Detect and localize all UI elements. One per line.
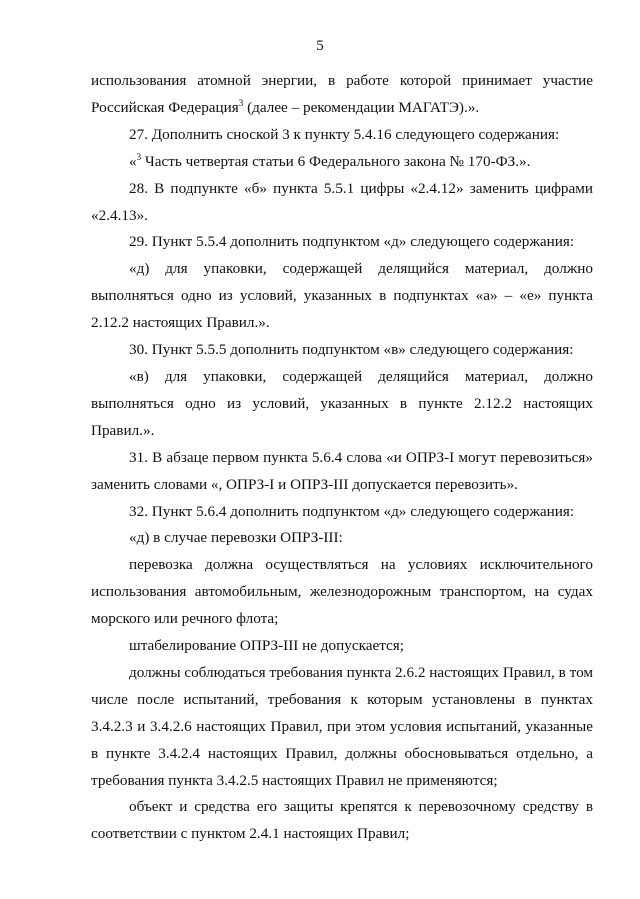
paragraph-item-30: 30. Пункт 5.5.5 дополнить подпунктом «в» следующего содержания: bbox=[129, 341, 574, 359]
subparagraph-v: «в) для упаковки, содержащей делящийся материал, должно выполняться одно из условий, указанных в пункте 2.12.2 настоящих Правил.». bbox=[91, 367, 593, 439]
document-body bbox=[91, 68, 593, 848]
paragraph-item-29: 29. Пункт 5.5.4 дополнить подпунктом «д» следующего содержания: bbox=[129, 233, 575, 251]
clause-fastening: объект и средства его защиты крепятся к перевозочному средству в соответствии с пунктом 2.4.1 настоящих Правил; bbox=[91, 798, 593, 843]
footnote-text: «$^3$ Часть четвертая статьи 6 Федерального закона № 170-ФЗ.». bbox=[129, 151, 531, 170]
page-number: 5 bbox=[316, 38, 324, 54]
paragraph-item-28: 28. В подпункте «б» пункта 5.5.1 цифры «2.4.12» заменить цифрами «2.4.13». bbox=[91, 179, 593, 224]
paragraph-item-31: 31. В абзаце первом пункта 5.6.4 слова «и ОПРЗ-I могут перевозиться» заменить словами «, ОПРЗ-I и ОПРЗ-III допускается перевозить». bbox=[91, 448, 593, 493]
clause-stacking: штабелирование ОПРЗ-III не допускается; bbox=[129, 637, 404, 655]
paragraph-continuation: использования атомной энергии, в работе которой принимает участие Российская Федерация$^3$ (далее – рекомендации МАГАТЭ).». bbox=[91, 72, 593, 116]
clause-transport: перевозка должна осуществляться на условиях исключительного использования автомобильным, железнодорожным транспортом, на судах морского или речного флота; bbox=[91, 556, 593, 628]
footnote-ref: 3 bbox=[238, 97, 244, 108]
subparagraph-d-opr3: «д) в случае перевозки ОПРЗ-III: bbox=[129, 529, 343, 547]
footnote-mark: 3 bbox=[136, 151, 142, 162]
paragraph-item-27: 27. Дополнить сноской 3 к пункту 5.4.16 следующего содержания: bbox=[129, 125, 560, 143]
paragraph-item-32: 32. Пункт 5.6.4 дополнить подпунктом «д» следующего содержания: bbox=[129, 502, 575, 520]
clause-requirements: должны соблюдаться требования пункта 2.6.2 настоящих Правил, в том числе после испытаний, требования к которым установлены в пунктах 3.4.2.3 и 3.4.2.6 настоящих Правил, при этом условия испытаний, указанные в пункте 3.4.2.4 настоящих Правил, должны обосновываться отдельно, а требования пункта 3.4.2.5 настоящих Правил не применяются; bbox=[91, 663, 593, 789]
subparagraph-d: «д) для упаковки, содержащей делящийся материал, должно выполняться одно из условий, указанных в подпунктах «а» – «е» пункта 2.12.2 настоящих Правил.». bbox=[91, 260, 593, 332]
